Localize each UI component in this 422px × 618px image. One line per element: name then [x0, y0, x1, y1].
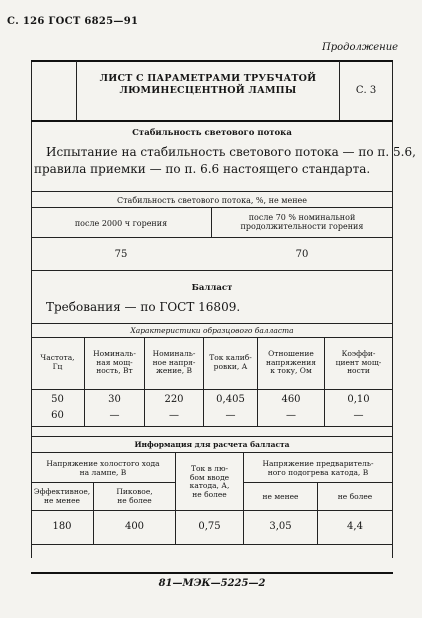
calc-value-preheat-max: 4,4 — [347, 521, 363, 532]
ballast-header-power-line2: ная мощ- — [96, 357, 133, 367]
sheet-title-line1: ЛИСТ С ПАРАМЕТРАМИ ТРУБЧАТОЙ — [99, 73, 317, 84]
calc-header-current — [176, 465, 243, 499]
flux-stability-heading: Стабильность светового потока — [132, 128, 292, 138]
ballast-table-caption-rule — [31, 337, 393, 338]
ballast-header-ratio — [258, 350, 324, 376]
title-bottom-rule — [31, 120, 393, 122]
calc-col-div-4 — [317, 482, 318, 544]
calc-header-current-line3: катода, А, — [189, 481, 230, 490]
ballast-header-power-line1: Номиналь- — [93, 349, 136, 358]
calc-header-current-line2: бом вводе — [189, 472, 230, 482]
continuation-label: Продолжение — [322, 42, 399, 53]
ballast-header-current-line1: Ток калиб- — [209, 353, 252, 362]
flux-col2-header-line1: после 70 % номинальной — [248, 213, 356, 222]
calc-group-rule-right — [243, 482, 393, 483]
flux-stability-text-2: правила приемки — по п. 6.6 настоящего стандарта. — [34, 162, 371, 176]
ballast-row2-power-factor: — — [353, 410, 364, 421]
calc-value-peak: 400 — [124, 521, 145, 532]
ballast-header-voltage-line2: ное напря- — [152, 357, 196, 367]
ballast-table-top — [31, 323, 393, 324]
ballast-header-frequency — [31, 354, 84, 371]
flux-stability-text-1: Испытание на стабильность светового потока — по п. 5.6, — [46, 145, 416, 159]
title-divider-right — [339, 61, 340, 121]
calc-header-effective — [31, 488, 93, 505]
calc-header-open-circuit-line1: Напряжение холостого хода — [46, 459, 160, 468]
ballast-row2-current: — — [225, 410, 236, 421]
flux-col2-header — [212, 213, 392, 231]
flux-value-2: 70 — [295, 249, 309, 260]
ballast-header-pf-line1: Коэффи- — [341, 349, 376, 358]
ballast-header-voltage — [145, 350, 203, 376]
ballast-header-current — [204, 354, 257, 371]
calc-header-preheat-line1: Напряжение предваритель- — [262, 459, 374, 468]
calc-header-open-circuit-line2: на лампе, В — [79, 467, 127, 477]
footer-rule — [31, 572, 393, 574]
ballast-header-current-line2: ровки, А — [213, 361, 248, 371]
ballast-table-bottom — [31, 426, 393, 427]
ballast-text: Требования — по ГОСТ 16809. — [46, 300, 241, 314]
flux-table-top — [31, 191, 393, 192]
ballast-row1-voltage: 220 — [164, 394, 184, 405]
calc-table-caption: Информация для расчета балласта — [134, 440, 290, 449]
calc-header-preheat-line2: ного подогрева катода, В — [267, 467, 369, 477]
ballast-table-header-rule — [31, 389, 393, 390]
ballast-heading: Балласт — [191, 283, 233, 293]
calc-table-top — [31, 436, 393, 437]
ballast-header-power — [85, 350, 144, 376]
ballast-row2-power: — — [109, 410, 120, 421]
ballast-header-frequency-line1: Частота, — [40, 353, 75, 362]
calc-header-open-circuit — [31, 460, 175, 477]
calc-value-effective: 180 — [52, 521, 72, 532]
ballast-header-ratio-line1: Отношение — [268, 349, 314, 358]
flux-table-caption-rule — [31, 207, 393, 208]
calc-header-preheat-max: не более — [337, 492, 373, 501]
sheet-number: С. 3 — [355, 85, 377, 96]
sheet-title — [78, 73, 338, 97]
sheet-title-line2: ЛЮМИНЕСЦЕНТНОЙ ЛАМПЫ — [119, 85, 297, 96]
ballast-row2-ratio: — — [286, 410, 296, 421]
ballast-row2-voltage: — — [169, 410, 179, 421]
calc-header-peak-line2: не более — [117, 495, 152, 505]
calc-header-current-line4: не более — [192, 489, 227, 499]
ballast-row1-power-factor: 0,10 — [347, 394, 370, 405]
calc-group-rule-left — [31, 482, 175, 483]
page-reference: С. 126 ГОСТ 6825—91 — [7, 16, 139, 27]
calc-header-preheat — [244, 460, 392, 477]
ballast-header-pf-line3: ности — [347, 366, 370, 375]
ballast-row1-ratio: 460 — [281, 394, 301, 405]
calc-table-bottom — [31, 544, 393, 545]
ballast-row1-current: 0,405 — [216, 394, 245, 405]
footer-code: 81—МЭК—5225—2 — [158, 578, 266, 589]
flux-table-header-rule — [31, 237, 393, 238]
flux-table-caption: Стабильность светового потока, %, не менее — [117, 196, 307, 205]
calc-value-preheat-min: 3,05 — [269, 521, 292, 532]
ballast-header-voltage-line1: Номиналь- — [152, 349, 196, 358]
calc-header-effective-line2: не менее — [44, 495, 80, 505]
flux-table-bottom — [31, 270, 393, 271]
calc-value-current: 0,75 — [198, 521, 221, 532]
calc-table-caption-rule — [31, 452, 393, 453]
calc-header-peak — [94, 488, 175, 505]
calc-header-current-line1: Ток в лю- — [190, 464, 229, 473]
ballast-header-pf-line2: циент мощ- — [335, 357, 382, 367]
ballast-row1-power: 30 — [108, 394, 121, 405]
flux-value-1: 75 — [114, 249, 128, 260]
ballast-header-ratio-line3: к току, Ом — [270, 366, 312, 375]
calc-header-peak-line1: Пиковое, — [116, 487, 153, 496]
calc-table-header-rule — [31, 510, 393, 511]
flux-col2-header-line2: продолжительности горения — [240, 222, 364, 231]
ballast-row1-frequency: 50 — [51, 394, 64, 405]
calc-header-effective-line1: Эффективное, — [33, 487, 91, 496]
ballast-header-voltage-line3: жение, В — [155, 366, 193, 375]
calc-header-preheat-min: не менее — [262, 492, 299, 501]
flux-col1-header: после 2000 ч горения — [74, 219, 168, 228]
ballast-header-power-factor — [325, 350, 392, 376]
ballast-header-frequency-line2: Гц — [52, 361, 63, 371]
ballast-row2-frequency: 60 — [51, 410, 64, 421]
ballast-header-power-line3: ность, Вт — [96, 366, 133, 375]
title-divider-left — [76, 61, 77, 121]
ballast-header-ratio-line2: напряжения — [265, 357, 317, 367]
ballast-table-caption: Характеристики образцового балласта — [130, 326, 294, 335]
